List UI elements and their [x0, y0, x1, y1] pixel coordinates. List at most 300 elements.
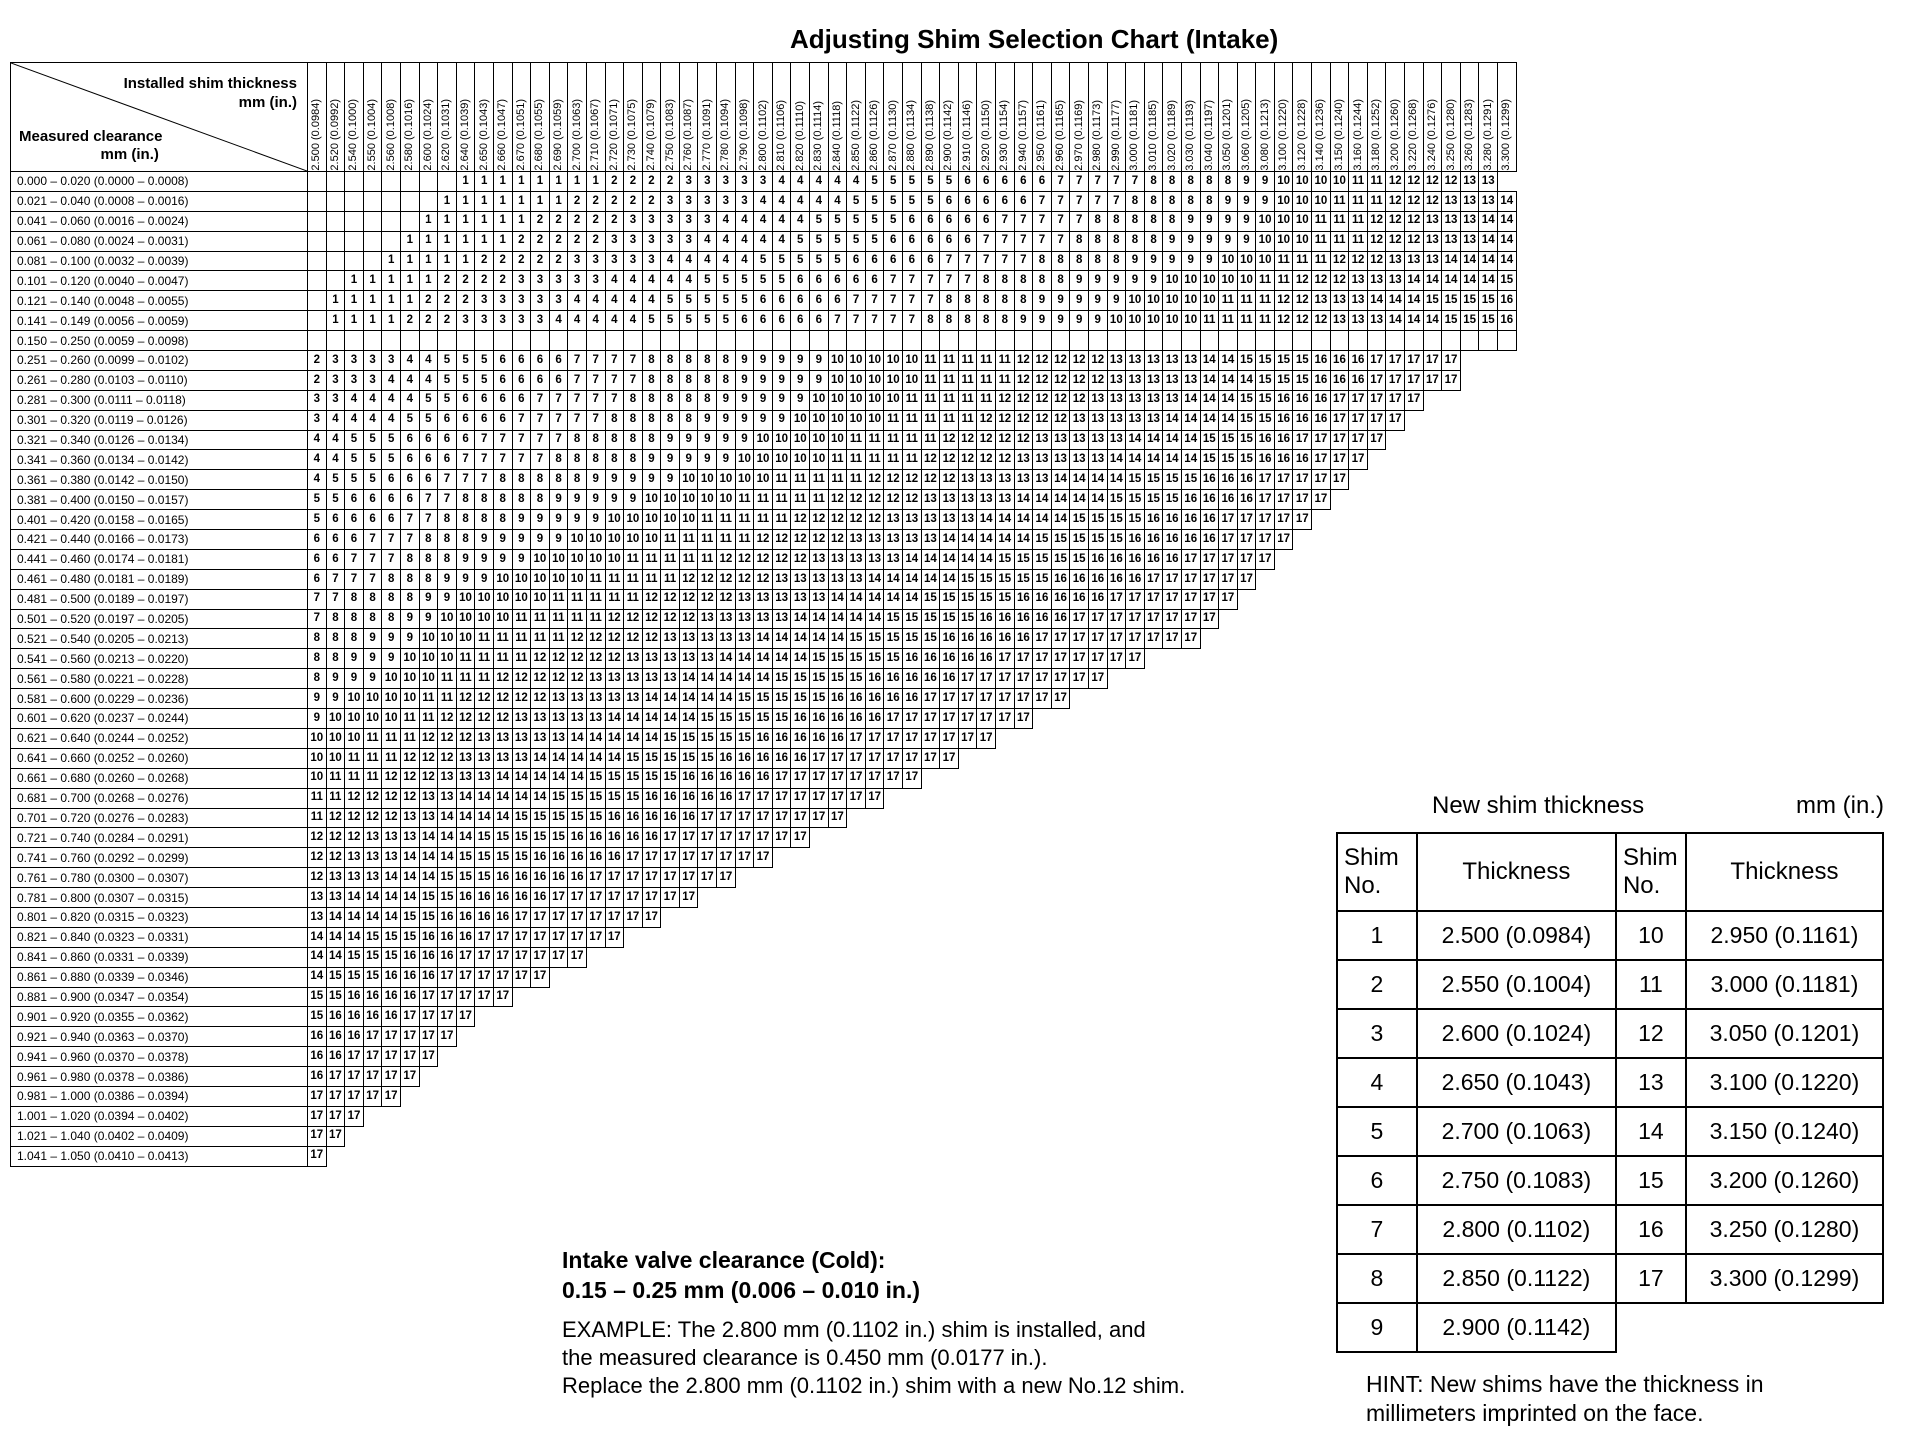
empty-cell — [1274, 1126, 1293, 1146]
shim-cell: 17 — [1181, 629, 1200, 649]
shim-cell: 11 — [921, 430, 940, 450]
empty-cell — [438, 1146, 457, 1166]
shim-cell: 2 — [475, 251, 494, 271]
shim-cell: 10 — [847, 390, 866, 410]
shim-cell: 1 — [475, 211, 494, 231]
empty-cell — [1498, 709, 1517, 729]
shim-cell: 11 — [1367, 172, 1386, 192]
empty-cell — [1274, 987, 1293, 1007]
measured-clearance-label: 0.781 – 0.800 (0.0307 – 0.0315) — [11, 888, 308, 908]
shim-cell: 8 — [1070, 231, 1089, 251]
empty-cell — [1312, 927, 1331, 947]
empty-cell — [884, 788, 903, 808]
shim-cell: 12 — [717, 549, 736, 569]
empty-cell — [1126, 768, 1145, 788]
shim-cell: 14 — [1070, 470, 1089, 490]
empty-cell — [1200, 748, 1219, 768]
shim-cell: 17 — [1070, 609, 1089, 629]
measured-clearance-label: 0.941 – 0.960 (0.0370 – 0.0378) — [11, 1047, 308, 1067]
shim-cell: 14 — [1442, 271, 1461, 291]
shim-cell: 15 — [698, 709, 717, 729]
shim-cell: 15 — [586, 808, 605, 828]
empty-cell — [679, 967, 698, 987]
empty-cell — [1088, 848, 1107, 868]
shim-cell: 15 — [308, 1007, 327, 1027]
empty-cell — [1405, 470, 1424, 490]
shim-cell: 17 — [419, 987, 438, 1007]
empty-cell — [1219, 748, 1238, 768]
empty-cell — [1200, 649, 1219, 669]
shim-cell: 13 — [1070, 450, 1089, 470]
chart-row — [11, 868, 1517, 888]
shim-cell: 12 — [419, 728, 438, 748]
empty-cell — [1479, 450, 1498, 470]
shim-cell: 8 — [1144, 191, 1163, 211]
shim-cell: 8 — [586, 450, 605, 470]
installed-thickness-label: 3.180 (0.1252) — [1370, 99, 1383, 171]
shim-cell: 11 — [661, 530, 680, 550]
shim-cell: 8 — [661, 370, 680, 390]
shim-cell: 6 — [884, 251, 903, 271]
shim-cell: 3 — [605, 251, 624, 271]
shim-cell: 13 — [1405, 251, 1424, 271]
shim-cell: 8 — [717, 351, 736, 371]
empty-cell — [903, 808, 922, 828]
empty-cell — [1126, 1047, 1145, 1067]
empty-cell — [865, 1007, 884, 1027]
measured-clearance-label: 0.621 – 0.640 (0.0244 – 0.0252) — [11, 728, 308, 748]
shim-cell: 9 — [1107, 291, 1126, 311]
shim-cell: 17 — [1274, 530, 1293, 550]
empty-cell — [791, 1027, 810, 1047]
shim-cell: 14 — [772, 629, 791, 649]
empty-cell — [1144, 1067, 1163, 1087]
shim-cell: 10 — [438, 649, 457, 669]
shim-cell: 13 — [1479, 172, 1498, 192]
shim-cell: 12 — [1312, 311, 1331, 331]
shim-cell: 15 — [754, 689, 773, 709]
measured-clearance-label: 0.281 – 0.300 (0.0111 – 0.0118) — [11, 390, 308, 410]
installed-thickness-header — [400, 63, 419, 172]
shim-cell: 6 — [419, 450, 438, 470]
empty-cell — [921, 1086, 940, 1106]
empty-cell — [1144, 868, 1163, 888]
shim-number: 14 — [1616, 1107, 1686, 1156]
installed-thickness-header — [512, 63, 531, 172]
shim-cell: 11 — [1256, 291, 1275, 311]
empty-cell — [1144, 1106, 1163, 1126]
shim-cell: 14 — [1386, 311, 1405, 331]
shim-cell: 17 — [512, 907, 531, 927]
shim-cell: 15 — [661, 768, 680, 788]
shim-cell: 9 — [1144, 251, 1163, 271]
shim-cell: 3 — [326, 370, 345, 390]
empty-cell — [1423, 728, 1442, 748]
empty-cell — [772, 1027, 791, 1047]
shim-cell: 9 — [586, 510, 605, 530]
empty-cell — [1237, 768, 1256, 788]
shim-cell: 17 — [1423, 370, 1442, 390]
shim-cell: 7 — [363, 530, 382, 550]
installed-thickness-label: 2.750 (0.1083) — [663, 99, 676, 171]
shim-cell: 14 — [475, 788, 494, 808]
empty-cell — [1498, 768, 1517, 788]
shim-cell: 17 — [512, 947, 531, 967]
shim-cell: 16 — [1349, 351, 1368, 371]
empty-cell — [1498, 172, 1517, 192]
shim-cell: 11 — [326, 768, 345, 788]
empty-cell — [1312, 967, 1331, 987]
shim-cell: 9 — [1200, 211, 1219, 231]
shim-cell: 11 — [679, 549, 698, 569]
shim-cell: 11 — [1330, 211, 1349, 231]
empty-cell — [828, 1007, 847, 1027]
shim-cell: 14 — [717, 689, 736, 709]
shim-cell: 5 — [828, 211, 847, 231]
shim-cell: 6 — [828, 271, 847, 291]
shim-cell: 14 — [884, 589, 903, 609]
empty-cell — [977, 1067, 996, 1087]
shim-cell: 3 — [531, 271, 550, 291]
shim-cell: 2 — [493, 251, 512, 271]
empty-cell — [1498, 530, 1517, 550]
shim-cell: 17 — [1330, 470, 1349, 490]
empty-cell — [865, 1086, 884, 1106]
shim-cell: 9 — [1181, 231, 1200, 251]
shim-cell: 10 — [865, 370, 884, 390]
shim-cell: 10 — [400, 689, 419, 709]
shim-cell: 6 — [549, 351, 568, 371]
shim-cell: 12 — [958, 450, 977, 470]
empty-cell — [791, 888, 810, 908]
shim-cell: 10 — [1219, 271, 1238, 291]
shim-cell: 15 — [1256, 370, 1275, 390]
shim-cell: 17 — [1293, 470, 1312, 490]
empty-cell — [1349, 589, 1368, 609]
shim-cell: 14 — [419, 848, 438, 868]
shim-cell: 10 — [382, 689, 401, 709]
shim-cell: 6 — [493, 370, 512, 390]
empty-cell — [940, 768, 959, 788]
empty-cell — [363, 1126, 382, 1146]
shim-cell: 3 — [642, 231, 661, 251]
empty-cell — [679, 1067, 698, 1087]
empty-cell — [940, 1067, 959, 1087]
shim-cell: 17 — [772, 808, 791, 828]
shim-cell: 16 — [363, 1007, 382, 1027]
empty-cell — [1405, 410, 1424, 430]
empty-cell — [903, 828, 922, 848]
shim-cell: 13 — [438, 788, 457, 808]
empty-cell — [940, 967, 959, 987]
empty-cell — [512, 1106, 531, 1126]
empty-cell — [1033, 1106, 1052, 1126]
shim-cell: 10 — [1181, 271, 1200, 291]
shim-cell: 12 — [791, 510, 810, 530]
empty-cell — [754, 1106, 773, 1126]
empty-cell — [1312, 689, 1331, 709]
empty-cell — [1256, 1007, 1275, 1027]
empty-cell — [1274, 1146, 1293, 1166]
shim-cell: 1 — [475, 172, 494, 192]
shim-cell: 4 — [382, 390, 401, 410]
installed-thickness-label: 3.060 (0.1205) — [1239, 99, 1252, 171]
shim-cell: 9 — [1200, 231, 1219, 251]
empty-cell — [828, 907, 847, 927]
shim-cell: 5 — [847, 191, 866, 211]
shim-cell: 9 — [363, 629, 382, 649]
empty-cell — [940, 1146, 959, 1166]
shim-cell: 16 — [345, 1007, 364, 1027]
empty-cell — [1460, 549, 1479, 569]
shim-cell: 16 — [605, 828, 624, 848]
empty-cell — [1367, 530, 1386, 550]
shim-cell: 1 — [493, 172, 512, 192]
installed-thickness-label: 3.020 (0.1189) — [1165, 100, 1178, 171]
empty-cell — [1367, 649, 1386, 669]
shim-cell: 15 — [791, 669, 810, 689]
empty-cell — [810, 868, 829, 888]
shim-cell: 6 — [438, 450, 457, 470]
shim-cell: 8 — [1088, 251, 1107, 271]
empty-cell — [940, 888, 959, 908]
shim-cell: 11 — [1349, 211, 1368, 231]
empty-cell — [1274, 888, 1293, 908]
shim-cell: 8 — [475, 510, 494, 530]
empty-cell — [1051, 987, 1070, 1007]
measured-unit: mm (in.) — [100, 146, 159, 164]
shim-cell: 7 — [1070, 191, 1089, 211]
empty-cell — [735, 868, 754, 888]
shim-cell: 8 — [605, 410, 624, 430]
shim-cell: 17 — [1219, 589, 1238, 609]
shim-cell: 15 — [1442, 291, 1461, 311]
shim-cell: 3 — [661, 231, 680, 251]
shim-cell: 17 — [1033, 689, 1052, 709]
shim-cell: 15 — [326, 967, 345, 987]
shim-cell: 14 — [1014, 490, 1033, 510]
shim-cell: 16 — [1014, 629, 1033, 649]
shim-cell: 17 — [772, 788, 791, 808]
chart-row — [11, 251, 1517, 271]
empty-cell — [549, 1007, 568, 1027]
shim-cell: 7 — [475, 450, 494, 470]
shim-cell: 11 — [772, 490, 791, 510]
shim-cell: 9 — [549, 510, 568, 530]
shim-cell: 6 — [903, 251, 922, 271]
shim-cell: 16 — [1181, 510, 1200, 530]
shim-cell: 5 — [363, 470, 382, 490]
shim-cell: 12 — [326, 828, 345, 848]
empty-cell — [1274, 1106, 1293, 1126]
shim-cell: 7 — [940, 251, 959, 271]
shim-cell: 16 — [865, 689, 884, 709]
shim-cell: 9 — [456, 569, 475, 589]
empty-cell — [1163, 768, 1182, 788]
shim-cell: 17 — [1181, 549, 1200, 569]
shim-cell: 3 — [363, 370, 382, 390]
shim-cell: 15 — [624, 788, 643, 808]
shim-cell: 9 — [438, 569, 457, 589]
shim-cell: 16 — [400, 967, 419, 987]
shim-cell: 7 — [400, 510, 419, 530]
shim-cell — [382, 211, 401, 231]
shim-cell — [624, 331, 643, 351]
shim-cell: 13 — [1126, 410, 1145, 430]
empty-cell — [679, 907, 698, 927]
shim-cell: 16 — [326, 1027, 345, 1047]
empty-cell — [1442, 748, 1461, 768]
installed-thickness-label: 2.800 (0.1102) — [756, 100, 769, 171]
shim-cell: 17 — [493, 987, 512, 1007]
empty-cell — [1181, 1007, 1200, 1027]
shim-cell: 8 — [438, 530, 457, 550]
empty-cell — [1423, 768, 1442, 788]
empty-cell — [1293, 1067, 1312, 1087]
shim-cell: 4 — [717, 251, 736, 271]
shim-cell: 14 — [828, 609, 847, 629]
shim-cell: 14 — [828, 629, 847, 649]
shim-cell: 13 — [586, 689, 605, 709]
shim-cell: 15 — [995, 549, 1014, 569]
shim-cell: 14 — [679, 689, 698, 709]
empty-cell — [1200, 669, 1219, 689]
shim-cell: 12 — [1349, 251, 1368, 271]
empty-cell — [345, 1126, 364, 1146]
shim-cell: 5 — [475, 351, 494, 371]
installed-thickness-label: 2.720 (0.1071) — [607, 99, 620, 171]
shim-cell: 10 — [1293, 191, 1312, 211]
shim-cell: 13 — [586, 709, 605, 729]
shim-cell: 3 — [735, 191, 754, 211]
shim-cell: 8 — [363, 589, 382, 609]
empty-cell — [624, 1146, 643, 1166]
empty-cell — [995, 828, 1014, 848]
installed-thickness-header — [549, 63, 568, 172]
shim-cell: 14 — [791, 609, 810, 629]
empty-cell — [1014, 987, 1033, 1007]
shim-cell: 13 — [456, 768, 475, 788]
shim-cell: 10 — [698, 490, 717, 510]
spec-range: 0.15 – 0.25 mm (0.006 – 0.010 in.) — [562, 1276, 921, 1303]
installed-thickness-label: 2.740 (0.1079) — [644, 99, 657, 171]
shim-cell: 13 — [493, 728, 512, 748]
shim-cell: 17 — [531, 947, 550, 967]
shim-cell — [1126, 331, 1145, 351]
shim-cell: 17 — [698, 868, 717, 888]
shim-cell: 10 — [772, 450, 791, 470]
shim-cell: 17 — [1219, 569, 1238, 589]
shim-cell: 9 — [1237, 191, 1256, 211]
shim-cell: 8 — [1033, 271, 1052, 291]
shim-cell: 11 — [363, 728, 382, 748]
empty-cell — [1274, 748, 1293, 768]
empty-cell — [1312, 947, 1331, 967]
shim-cell: 11 — [698, 510, 717, 530]
shim-cell: 11 — [568, 589, 587, 609]
installed-unit: mm (in.) — [238, 93, 297, 111]
shim-cell: 14 — [679, 669, 698, 689]
measured-clearance-label: 0.641 – 0.660 (0.0252 – 0.0260) — [11, 748, 308, 768]
shim-cell: 12 — [921, 450, 940, 470]
empty-cell — [884, 987, 903, 1007]
empty-cell — [1181, 748, 1200, 768]
shim-cell: 11 — [735, 510, 754, 530]
empty-cell — [1088, 888, 1107, 908]
shim-cell: 5 — [903, 191, 922, 211]
shim-cell: 17 — [735, 808, 754, 828]
empty-cell — [1367, 549, 1386, 569]
empty-cell — [679, 1126, 698, 1146]
shim-cell: 12 — [568, 649, 587, 669]
empty-cell — [1107, 1146, 1126, 1166]
empty-cell — [847, 1047, 866, 1067]
shim-cell: 17 — [661, 848, 680, 868]
shim-cell: 16 — [995, 629, 1014, 649]
empty-cell — [1256, 748, 1275, 768]
empty-cell — [754, 947, 773, 967]
shim-cell: 12 — [903, 470, 922, 490]
empty-cell — [828, 1067, 847, 1087]
shim-cell: 6 — [493, 390, 512, 410]
shim-cell: 14 — [698, 689, 717, 709]
empty-cell — [679, 1027, 698, 1047]
shim-cell: 17 — [865, 728, 884, 748]
empty-cell — [382, 1146, 401, 1166]
empty-cell — [1423, 430, 1442, 450]
empty-cell — [568, 1146, 587, 1166]
shim-cell: 8 — [1051, 271, 1070, 291]
shim-cell — [531, 331, 550, 351]
chart-row — [11, 1067, 1517, 1087]
empty-cell — [1237, 927, 1256, 947]
empty-cell — [1312, 828, 1331, 848]
shim-cell: 17 — [419, 1047, 438, 1067]
empty-cell — [1200, 947, 1219, 967]
empty-cell — [1312, 1067, 1331, 1087]
shim-cell: 6 — [828, 291, 847, 311]
shim-cell: 15 — [475, 868, 494, 888]
shim-cell: 16 — [1088, 549, 1107, 569]
shim-cell: 17 — [1088, 649, 1107, 669]
empty-cell — [1051, 927, 1070, 947]
empty-cell — [995, 808, 1014, 828]
empty-cell — [1367, 589, 1386, 609]
shim-cell: 17 — [865, 748, 884, 768]
measured-clearance-label: 0.481 – 0.500 (0.0189 – 0.0197) — [11, 589, 308, 609]
empty-cell — [1330, 629, 1349, 649]
shim-cell — [772, 331, 791, 351]
empty-cell — [1405, 728, 1424, 748]
shim-cell: 8 — [438, 510, 457, 530]
empty-cell — [1163, 907, 1182, 927]
empty-cell — [1367, 629, 1386, 649]
empty-cell — [717, 1067, 736, 1087]
empty-cell — [1107, 709, 1126, 729]
shim-cell: 13 — [1330, 311, 1349, 331]
shim-cell: 8 — [679, 351, 698, 371]
empty-cell — [1256, 888, 1275, 908]
shim-cell: 8 — [568, 430, 587, 450]
shim-cell: 5 — [345, 430, 364, 450]
shim-cell: 12 — [624, 629, 643, 649]
shim-cell: 11 — [493, 649, 512, 669]
empty-cell — [1237, 848, 1256, 868]
shim-cell: 17 — [382, 1067, 401, 1087]
shim-cell: 12 — [940, 470, 959, 490]
shim-cell: 1 — [456, 231, 475, 251]
shim-cell: 13 — [512, 728, 531, 748]
